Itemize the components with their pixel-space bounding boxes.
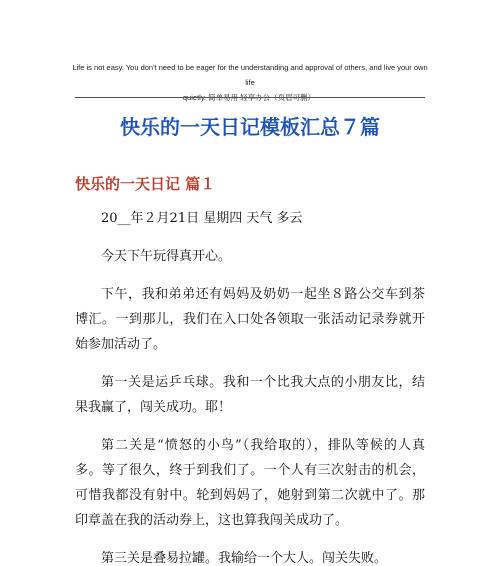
header-quote-end: quietly.	[182, 93, 207, 102]
paragraph: 第三关是叠易拉罐。我输给一个大人。闯关失败。	[101, 551, 388, 566]
header-slogan: 简单易用	[208, 93, 239, 102]
page-header	[70, 60, 430, 105]
document-title: 快乐的一天日记模板汇总７篇	[120, 115, 380, 139]
header-quote-line-1: Life is not easy. You don't need to be eager for the understanding and approval of others, and live your own life	[72, 63, 428, 87]
paragraph: 下午，我和弟弟还有妈妈及奶奶一起坐８路公交车到茶博汇。一到那儿，我们在入口处各领取一张活动记录券就开始参加活动了。	[75, 287, 425, 352]
header-tag: 轻享办公（页眉可删）	[240, 93, 316, 102]
paragraph: 第一关是运乒乓球。我和一个比我大点的小朋友比，结果我赢了，闯关成功。耶！	[75, 375, 425, 415]
paragraph: 第二关是“愤怒的小鸟”（我给取的），排队等候的人真多。等了很久，终于到我们了。一个人有三次射击的机会，可惜我都没有射中。轮到妈妈了，她射到第二次就中了。那印章盖在我的活动券上，这也算我闯关成功了。	[75, 438, 425, 528]
section-heading: 快乐的一天日记 篇１	[75, 175, 216, 193]
header-divider	[75, 97, 425, 98]
paragraph: 今天下午玩得真开心。	[101, 249, 232, 264]
document-body	[75, 206, 425, 566]
paragraph-date: 20__年２月21日 星期四 天气 多云	[101, 211, 303, 226]
